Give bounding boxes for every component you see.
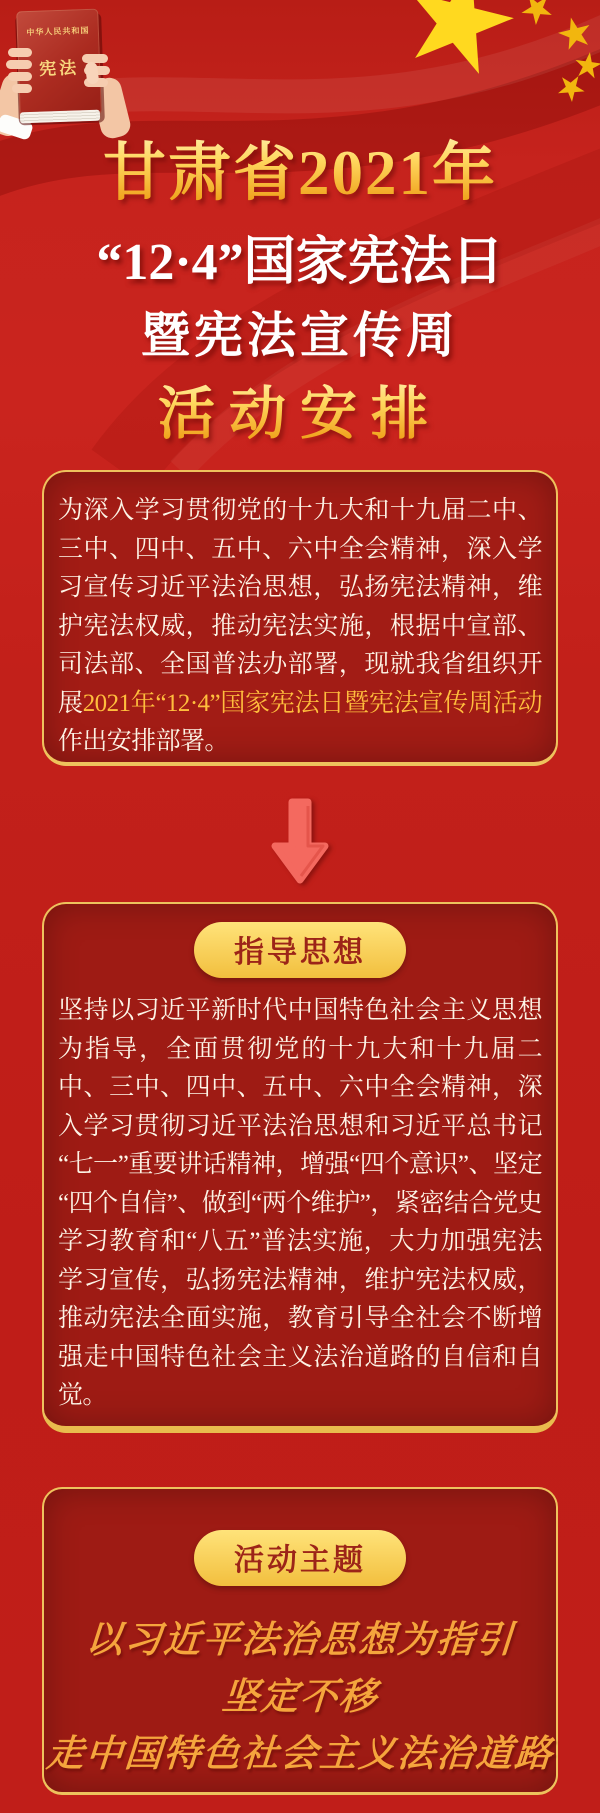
left-finger xyxy=(8,72,32,81)
left-finger xyxy=(8,48,32,57)
section-pill-activity-theme: 活动主题 xyxy=(194,1530,406,1586)
poster-title-line3: 暨宪法宣传周 xyxy=(140,308,459,363)
poster-title-line2: “12·4”国家宪法日 xyxy=(96,234,504,291)
theme-line: 以习近平法治思想为指引 xyxy=(84,1620,516,1661)
theme-line: 走中国特色社会主义法治道路 xyxy=(45,1734,555,1775)
book-title-label: 宪法 xyxy=(38,58,80,79)
right-finger xyxy=(82,54,108,63)
intro-panel xyxy=(42,470,558,766)
poster-title-line1: 甘肃省2021年 xyxy=(0,122,600,213)
activity-theme-lines xyxy=(44,1612,556,1783)
section-pill-guiding-thought: 指导思想 xyxy=(194,922,406,978)
intro-text-after: 作出安排部署。 xyxy=(58,728,229,755)
intro-paragraph xyxy=(58,492,542,762)
poster-title-line4: 活动安排 xyxy=(0,368,600,450)
guiding-thought-panel xyxy=(42,902,558,1433)
guiding-thought-paragraph: 坚持以习近平新时代中国特色社会主义思想为指导，全面贯彻党的十九大和十九届二中、三中、四中、五中、六中全会精神，深入学习贯彻习近平法治思想和习近平总书记“七一”重要讲话精神，增强“四个意识”、坚定“四个自信”、做到“两个维护”，紧密结合党史学习教育和“八五”普法实施，大力加强宪法学习宣传，弘扬宪法精神，维护宪法权威，推动宪法全面实施，教育引导全社会不断增强走中国特色社会主义法治道路的自信和自觉。 xyxy=(58,997,542,1409)
intro-text-before: 为深入学习贯彻党的十九大和十九届二中、三中、四中、五中、六中全会精神，深入学习宣传习近平法治思想，弘扬宪法精神，维护宪法权威，推动宪法实施，根据中宣部、司法部、全国普法办部署，现就我省组织开展 xyxy=(58,497,542,717)
book-country-label: 中华人民共和国 xyxy=(26,25,90,38)
theme-line: 坚定不移 xyxy=(220,1677,380,1718)
left-finger xyxy=(6,60,32,69)
constitution-book-icon xyxy=(0,2,140,142)
down-arrow-icon xyxy=(268,796,332,888)
left-finger xyxy=(12,84,32,93)
activity-theme-panel xyxy=(42,1487,558,1795)
intro-text-highlight: 2021年“12·4”国家宪法日暨宪法宣传周活动 xyxy=(82,689,542,717)
